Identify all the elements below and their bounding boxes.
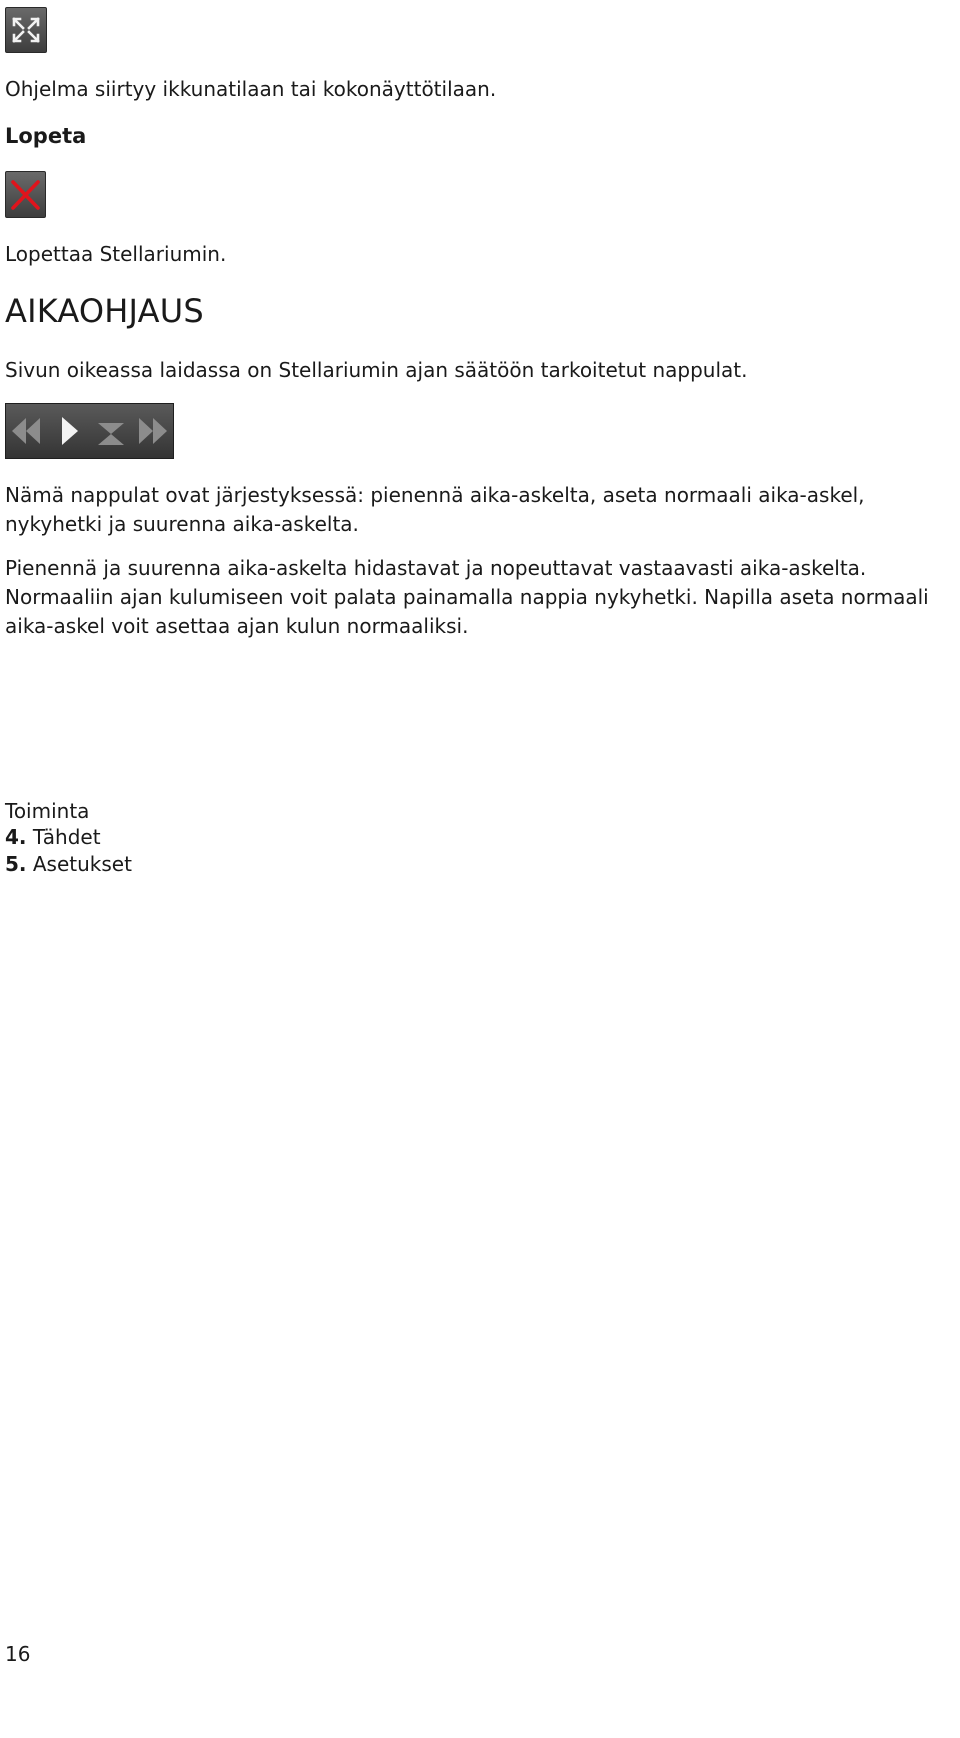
- close-icon: [6, 172, 45, 217]
- toc-item-asetukset: [5, 850, 132, 879]
- quit-heading: Lopeta: [5, 124, 87, 148]
- quit-description: Lopettaa Stellariumin.: [5, 242, 227, 266]
- normal-time-speed-icon: [62, 417, 78, 445]
- time-control-bar: [5, 403, 174, 459]
- time-control-heading: AIKAOHJAUS: [5, 292, 204, 330]
- time-buttons-description: Nämä nappulat ovat järjestyksessä: pienennä aika-askelta, aseta normaali aika-askel, nykyhetki ja suurenna aika-askelta.: [5, 483, 865, 536]
- toc-number: 4.: [5, 825, 27, 849]
- toc-label: Asetukset: [32, 852, 132, 876]
- fullscreen-description: Ohjelma siirtyy ikkunatilaan tai kokonäyttötilaan.: [5, 77, 497, 101]
- time-control-intro: Sivun oikeassa laidassa on Stellariumin ajan säätöön tarkoitetut nappulat.: [5, 358, 748, 382]
- increase-time-speed-icon: [139, 418, 167, 444]
- fullscreen-button: [5, 7, 47, 53]
- current-time-icon: [98, 423, 124, 445]
- decrease-time-speed-icon: [12, 418, 40, 444]
- quit-button: [5, 171, 46, 218]
- page-number: 16: [5, 1642, 31, 1666]
- fullscreen-icon: [6, 8, 46, 52]
- toc-number: 5.: [5, 852, 27, 876]
- time-control-details: Pienennä ja suurenna aika-askelta hidastavat ja nopeuttavat vastaavasti aika-askelta. Normaaliin ajan kulumiseen voit palata painamalla nappia nykyhetki. Napilla aseta normaali aika-askel voit asettaa ajan kulun normaaliksi.: [5, 556, 929, 638]
- toc-item-toiminta: Toiminta: [5, 799, 90, 823]
- toc-item-tahdet: [5, 823, 101, 852]
- toc-label: Tähdet: [32, 825, 101, 849]
